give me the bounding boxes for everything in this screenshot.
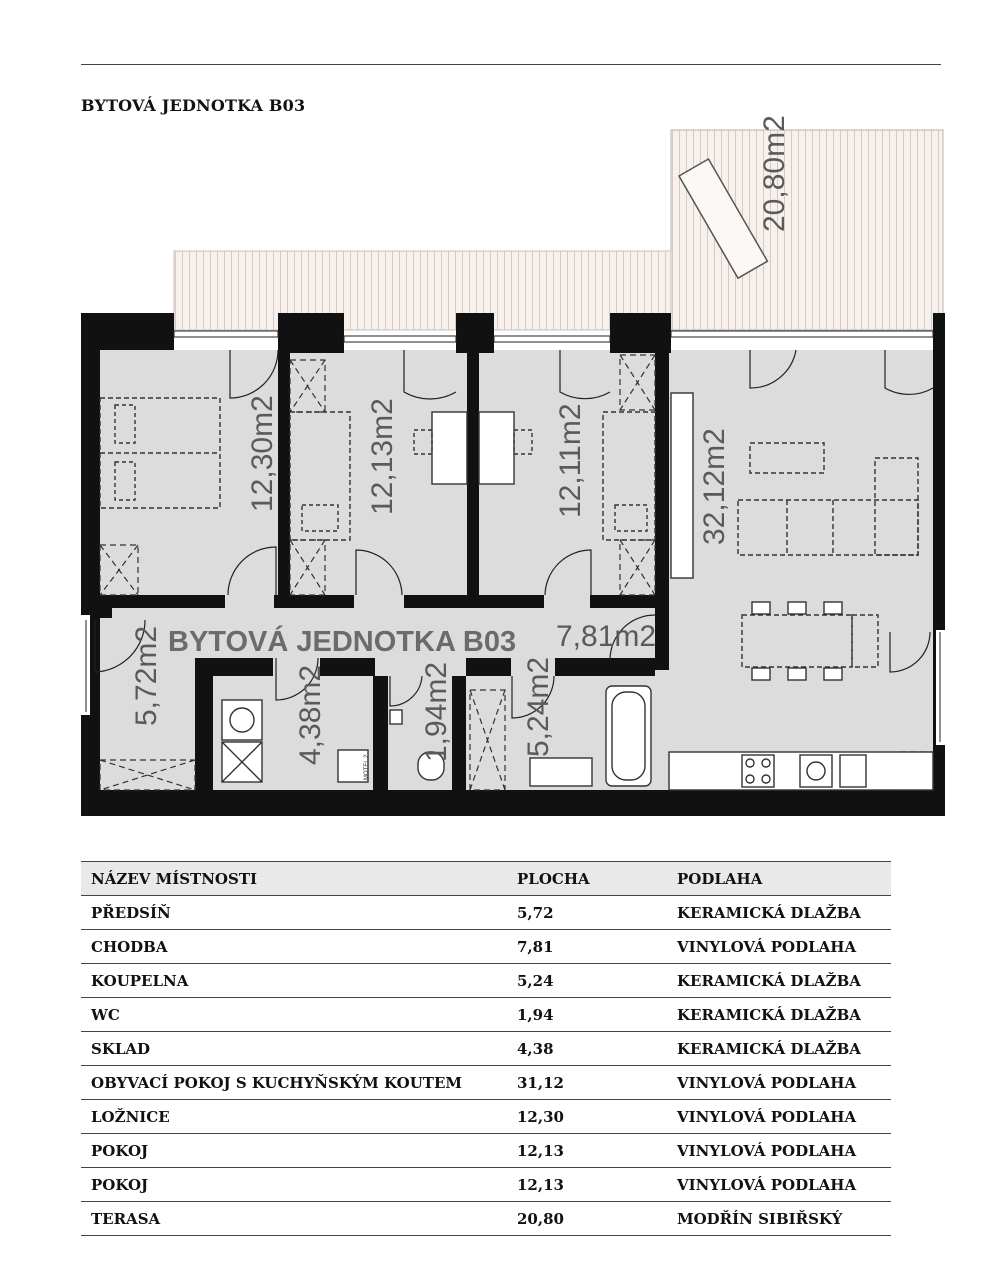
cell-area: 4,38 [507, 1032, 667, 1066]
header-floor: PODLAHA [667, 862, 891, 896]
area-room2: 12,11m2 [554, 403, 587, 518]
table-row [81, 1202, 891, 1236]
cell-floor: KERAMICKÁ DLAŽBA [667, 964, 891, 998]
cell-floor: KERAMICKÁ DLAŽBA [667, 998, 891, 1032]
cell-area: 5,24 [507, 964, 667, 998]
cell-area: 7,81 [507, 930, 667, 964]
table-row [81, 930, 891, 964]
table-header-row [81, 862, 891, 896]
cell-floor: MODŘÍN SIBIŘSKÝ [667, 1202, 891, 1236]
cell-room-name: POKOJ [81, 1134, 507, 1168]
header-room-name: NÁZEV MÍSTNOSTI [81, 862, 507, 896]
room-table [81, 861, 891, 1236]
table-row [81, 1032, 891, 1066]
cell-room-name: WC [81, 998, 507, 1032]
cell-area: 12,13 [507, 1168, 667, 1202]
cell-room-name: PŘEDSÍŇ [81, 896, 507, 930]
area-storage: 4,38m2 [294, 664, 327, 765]
cell-room-name: LOŽNICE [81, 1100, 507, 1134]
cell-area: 12,13 [507, 1134, 667, 1168]
cell-floor: KERAMICKÁ DLAŽBA [667, 1032, 891, 1066]
cell-room-name: OBYVACÍ POKOJ S KUCHYŇSKÝM KOUTEM [81, 1066, 507, 1100]
area-hall: 5,72m2 [130, 625, 163, 726]
table-row [81, 896, 891, 930]
cell-area: 1,94 [507, 998, 667, 1032]
area-corridor: 7,81m2 [556, 620, 657, 653]
area-terrace: 20,80m2 [758, 115, 791, 232]
cell-floor: KERAMICKÁ DLAŽBA [667, 896, 891, 930]
tv-cabinet [671, 393, 693, 578]
cell-room-name: KOUPELNA [81, 964, 507, 998]
table-row [81, 964, 891, 998]
header-area: PLOCHA [507, 862, 667, 896]
cell-area: 5,72 [507, 896, 667, 930]
table-row [81, 1100, 891, 1134]
table-row [81, 1134, 891, 1168]
bath-sink [530, 758, 592, 786]
cell-room-name: POKOJ [81, 1168, 507, 1202]
desk-room1 [432, 412, 467, 484]
table-row [81, 998, 891, 1032]
area-living: 32,12m2 [698, 428, 731, 545]
cell-floor: VINYLOVÁ PODLAHA [667, 1134, 891, 1168]
area-wc: 1,94m2 [420, 661, 453, 762]
cell-floor: VINYLOVÁ PODLAHA [667, 1066, 891, 1100]
cell-floor: VINYLOVÁ PODLAHA [667, 1168, 891, 1202]
cell-area: 12,30 [507, 1100, 667, 1134]
appliance-label: MOTEL 2 [364, 754, 370, 780]
cell-room-name: CHODBA [81, 930, 507, 964]
cell-floor: VINYLOVÁ PODLAHA [667, 930, 891, 964]
area-room1: 12,13m2 [366, 398, 399, 515]
terrace [174, 130, 943, 330]
cell-room-name: TERASA [81, 1202, 507, 1236]
cell-floor: VINYLOVÁ PODLAHA [667, 1100, 891, 1134]
unit-heading: BYTOVÁ JEDNOTKA B03 [81, 96, 306, 115]
table-row [81, 1066, 891, 1100]
cell-area: 31,12 [507, 1066, 667, 1100]
area-bathroom: 5,24m2 [522, 656, 555, 757]
desk-room2 [479, 412, 514, 484]
plan-title: BYTOVÁ JEDNOTKA B03 [168, 626, 517, 658]
area-bedroom: 12,30m2 [246, 395, 279, 512]
cell-room-name: SKLAD [81, 1032, 507, 1066]
cell-area: 20,80 [507, 1202, 667, 1236]
table-row [81, 1168, 891, 1202]
